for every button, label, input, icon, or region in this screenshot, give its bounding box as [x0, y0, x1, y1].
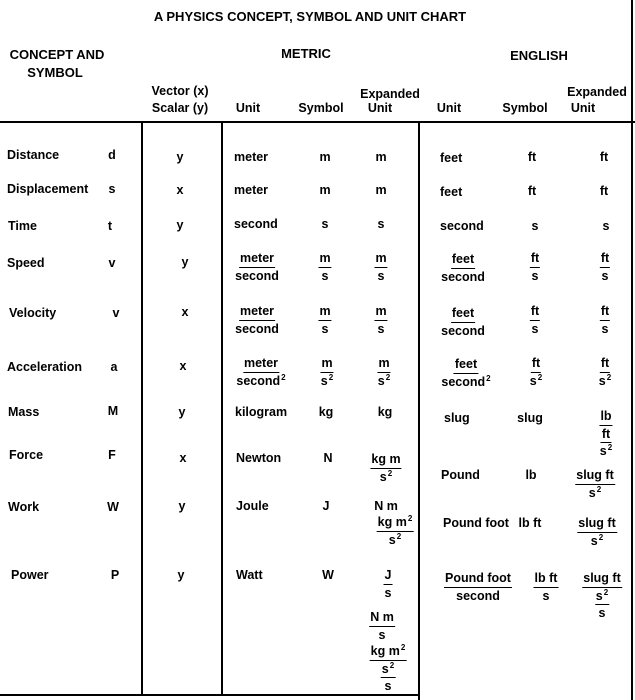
numerator: m — [318, 252, 331, 268]
exponent: 2 — [596, 484, 602, 494]
metric-symbol-fraction — [318, 252, 331, 282]
denominator: second — [235, 321, 279, 336]
numerator — [377, 516, 414, 532]
metric-expanded-fraction — [374, 305, 387, 335]
denominator — [389, 532, 401, 547]
inner-denominator — [381, 661, 395, 679]
concept-symbol: P — [110, 568, 120, 582]
concept-symbol: W — [107, 500, 119, 514]
numerator: m — [320, 357, 333, 373]
numerator: meter — [243, 357, 279, 373]
metric-symbol: m — [319, 183, 331, 197]
metric-symbol: W — [322, 568, 334, 582]
metric-unit-fraction — [235, 252, 279, 282]
exponent: 2 — [537, 372, 543, 382]
denominator-text: s — [379, 469, 387, 484]
concept-symbol: M — [107, 404, 119, 418]
numerator: ft — [530, 252, 540, 268]
concept-symbol: v — [112, 306, 120, 320]
header-english-expanded: Expanded — [567, 85, 627, 99]
numerator: lb ft — [534, 572, 559, 588]
english-unit-fraction — [441, 253, 485, 283]
metric-symbol: m — [319, 150, 331, 164]
denominator: second — [456, 588, 500, 603]
concept-symbol: a — [110, 360, 118, 374]
english-expanded-fraction — [577, 517, 617, 547]
denominator — [236, 373, 285, 388]
vector-scalar: x — [179, 359, 187, 373]
exponent: 2 — [396, 531, 402, 541]
denominator: second — [441, 269, 485, 284]
english-symbol-fraction — [530, 252, 540, 282]
english-expanded-compound-fraction — [599, 410, 612, 458]
english-expanded-fraction — [599, 357, 611, 387]
header-concept: CONCEPT AND — [9, 47, 105, 62]
metric-expanded-fraction — [377, 357, 390, 387]
english-expanded-fraction — [600, 305, 610, 335]
numerator-text: kg m — [377, 515, 407, 529]
exponent: 2 — [486, 373, 491, 383]
metric-unit: kilogram — [235, 405, 288, 419]
english-expanded: ft — [599, 184, 609, 198]
english-unit-fraction — [441, 358, 490, 388]
vector-scalar: y — [178, 499, 186, 513]
metric-symbol: kg — [318, 405, 334, 419]
header-rule — [0, 121, 635, 123]
concept-name: Distance — [7, 148, 60, 162]
concept-name: Speed — [7, 256, 45, 270]
metric-expanded-fraction-2 — [369, 611, 395, 641]
numerator — [370, 645, 407, 661]
denominator — [441, 374, 490, 389]
vector-scalar: y — [178, 405, 186, 419]
denominator — [591, 533, 603, 548]
english-expanded: ft — [599, 150, 609, 164]
metric-unit: second — [234, 217, 278, 231]
metric-symbol-fraction — [318, 305, 331, 335]
metric-unit-fraction — [235, 305, 279, 335]
right-border — [631, 0, 633, 700]
concept-name: Time — [8, 219, 37, 233]
exponent: 2 — [407, 514, 413, 523]
metric-expanded: s — [377, 217, 385, 231]
numerator: kg m — [370, 453, 401, 469]
exponent: 2 — [606, 372, 612, 382]
concept-name: Mass — [8, 405, 40, 419]
denominator — [380, 469, 392, 484]
english-unit: slug — [444, 411, 470, 425]
denominator-text: s — [320, 373, 328, 388]
numerator: ft — [600, 252, 610, 268]
numerator: ft — [531, 357, 541, 373]
header-english-symbol: Symbol — [502, 101, 548, 115]
denominator: s — [377, 321, 385, 336]
concept-symbol: s — [108, 182, 116, 196]
english-unit: feet — [440, 151, 463, 165]
denominator: s — [378, 627, 386, 642]
exponent: 2 — [603, 587, 609, 597]
denominator: s — [321, 268, 329, 283]
numerator: feet — [451, 307, 475, 323]
numerator: lb — [599, 410, 612, 426]
numerator: m — [377, 357, 390, 373]
denominator — [599, 373, 611, 388]
english-unit: second — [440, 219, 484, 233]
metric-symbol: s — [321, 217, 329, 231]
numerator: N m — [369, 611, 395, 627]
numerator: ft — [600, 357, 610, 373]
vector-scalar: y — [177, 568, 185, 582]
header-symbol: SYMBOL — [27, 65, 83, 80]
vector-scalar: y — [181, 255, 189, 269]
numerator: slug ft — [577, 517, 617, 533]
vector-scalar: y — [176, 150, 184, 164]
metric-symbol: J — [322, 499, 330, 513]
metric-unit: Newton — [236, 451, 282, 465]
english-unit: Pound foot — [443, 516, 509, 530]
vector-scalar: y — [176, 218, 184, 232]
inner-numerator: ft — [601, 426, 611, 444]
metric-expanded-fraction — [370, 453, 401, 483]
numerator: feet — [451, 253, 475, 269]
exponent: 2 — [387, 468, 393, 478]
metric-unit-fraction — [236, 357, 285, 387]
header-metric: METRIC — [281, 46, 331, 61]
exponent: 2 — [389, 660, 395, 670]
metric-unit: Watt — [236, 568, 263, 582]
english-symbol-fraction — [530, 357, 542, 387]
english-unit-fraction — [441, 307, 485, 337]
concept-name: Power — [11, 568, 49, 582]
denominator-text: s — [599, 444, 607, 458]
header-metric-unit: Unit — [235, 101, 261, 115]
concept-name: Acceleration — [7, 360, 83, 374]
denominator-text: s — [388, 532, 396, 547]
metric-expanded-fraction — [374, 252, 387, 282]
metric-expanded: N m — [374, 499, 398, 513]
english-symbol-fraction — [530, 305, 540, 335]
metric-expanded-fraction — [377, 516, 414, 546]
metric-symbol: N — [323, 451, 333, 465]
denominator: s — [377, 268, 385, 283]
denominator-text: s — [588, 485, 596, 500]
denominator-text: s — [377, 373, 385, 388]
concept-name: Displacement — [7, 182, 89, 196]
english-unit: feet — [440, 185, 463, 199]
denominator-text: second — [236, 373, 281, 388]
denominator: s — [542, 588, 550, 603]
denominator: s — [384, 679, 392, 693]
bottom-rule — [0, 694, 420, 696]
metric-unit: Joule — [236, 499, 269, 513]
exponent: 2 — [385, 372, 391, 382]
concept-symbol: t — [107, 219, 113, 233]
denominator — [378, 373, 390, 388]
denominator — [600, 443, 612, 458]
vector-scalar: x — [181, 305, 189, 319]
header-english: ENGLISH — [510, 48, 568, 63]
exponent: 2 — [400, 643, 406, 652]
denominator: s — [601, 268, 609, 283]
inner-denominator-text: s — [381, 661, 389, 676]
header-metric-expanded: Expanded — [360, 87, 420, 101]
english-symbol: s — [531, 219, 539, 233]
english-symbol: slug — [517, 411, 543, 425]
header-scalar: Scalar (y) — [151, 101, 209, 115]
metric-unit: meter — [234, 150, 269, 164]
header-metric-symbol: Symbol — [298, 101, 344, 115]
vector-scalar: x — [179, 451, 187, 465]
concept-name: Force — [9, 448, 44, 462]
denominator: s — [601, 321, 609, 336]
numerator: meter — [239, 305, 275, 321]
numerator: Pound foot — [444, 572, 512, 588]
exponent: 2 — [598, 532, 604, 542]
numerator: ft — [530, 305, 540, 321]
numerator: m — [318, 305, 331, 321]
inner-denominator-text: s — [595, 588, 603, 603]
metric-expanded: m — [375, 183, 387, 197]
english-unit: Pound — [441, 468, 480, 482]
metric-expanded: kg — [377, 405, 393, 419]
numerator: slug ft — [575, 469, 615, 485]
denominator — [589, 485, 601, 500]
english-symbol: lb — [525, 468, 537, 482]
header-metric-expanded-unit: Unit — [367, 101, 393, 115]
numerator: m — [374, 305, 387, 321]
exponent: 2 — [607, 443, 613, 452]
metric-expanded-fraction-1 — [384, 569, 393, 599]
denominator — [530, 373, 542, 388]
denominator: s — [531, 321, 539, 336]
english-expanded-compound-fraction — [582, 572, 622, 620]
english-symbol-fraction — [534, 572, 559, 602]
denominator: s — [384, 585, 392, 600]
metric-unit: meter — [234, 183, 269, 197]
concept-name: Work — [8, 500, 40, 514]
numerator: slug ft — [582, 572, 622, 588]
header-vector: Vector (x) — [151, 84, 209, 98]
denominator-text: s — [598, 373, 606, 388]
denominator: second — [441, 323, 485, 338]
column-divider-3 — [418, 121, 420, 700]
numerator: J — [384, 569, 393, 585]
denominator-text: s — [529, 373, 537, 388]
denominator-text: second — [441, 374, 486, 389]
metric-expanded: m — [375, 150, 387, 164]
denominator-text: s — [590, 533, 598, 548]
header-english-expanded-unit: Unit — [570, 101, 596, 115]
concept-symbol: v — [108, 256, 116, 270]
denominator: s — [598, 606, 606, 620]
numerator-text: kg m — [370, 644, 400, 658]
chart-title: A PHYSICS CONCEPT, SYMBOL AND UNIT CHART — [153, 9, 467, 24]
english-symbol: ft — [527, 184, 537, 198]
denominator: second — [235, 268, 279, 283]
metric-symbol-fraction — [320, 357, 333, 387]
exponent: 2 — [281, 372, 286, 382]
numerator: meter — [239, 252, 275, 268]
header-english-unit: Unit — [436, 101, 462, 115]
english-unit-fraction — [444, 572, 512, 602]
denominator — [321, 373, 333, 388]
english-symbol: ft — [527, 150, 537, 164]
numerator: m — [374, 252, 387, 268]
column-divider-1 — [141, 121, 143, 696]
column-divider-2 — [221, 121, 223, 696]
vector-scalar: x — [176, 183, 184, 197]
metric-expanded-compound-fraction — [370, 645, 407, 693]
english-expanded-fraction — [600, 252, 610, 282]
concept-name: Velocity — [9, 306, 57, 320]
denominator: s — [531, 268, 539, 283]
denominator: s — [321, 321, 329, 336]
exponent: 2 — [328, 372, 334, 382]
inner-denominator — [595, 588, 609, 606]
concept-symbol: d — [108, 148, 116, 162]
numerator: feet — [454, 358, 478, 374]
english-symbol: lb ft — [518, 516, 542, 530]
english-expanded-fraction — [575, 469, 615, 499]
concept-symbol: F — [108, 448, 116, 462]
numerator: ft — [600, 305, 610, 321]
english-expanded: s — [602, 219, 610, 233]
